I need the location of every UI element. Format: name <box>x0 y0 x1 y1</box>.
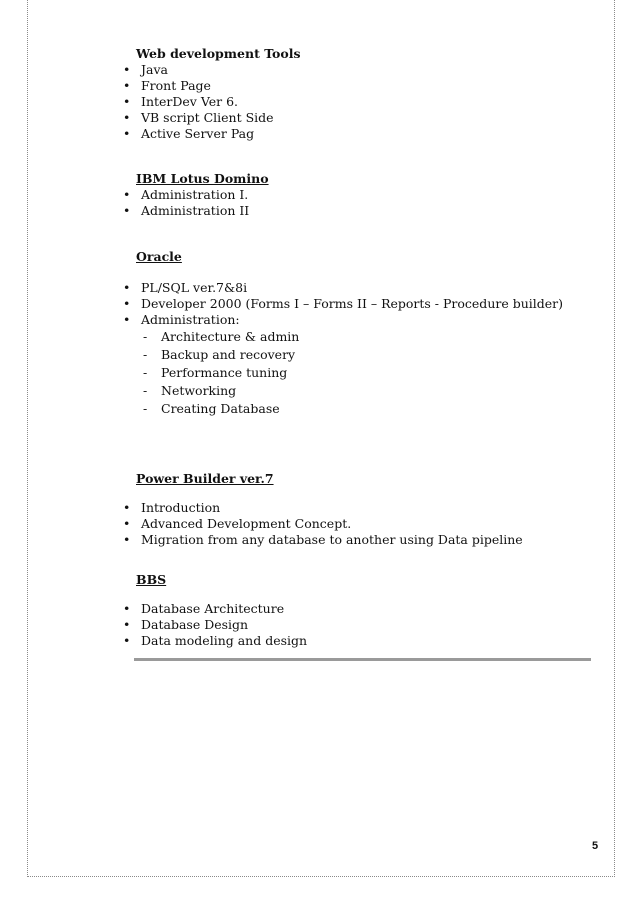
list-item: • Data modeling and design <box>123 633 596 649</box>
list-item: • Administration: <box>123 312 596 328</box>
sub-list-item: - Performance tuning <box>123 364 596 382</box>
bullet-list <box>123 187 596 219</box>
list-item: • Database Design <box>123 617 596 633</box>
bullet-list <box>123 601 596 649</box>
list-item: • PL/SQL ver.7&8i <box>123 280 596 296</box>
list-item: • VB script Client Side <box>123 110 596 126</box>
list-item: • Migration from any database to another using Data pipeline <box>123 532 596 548</box>
section-oracle <box>136 249 596 418</box>
list-item: • Database Architecture <box>123 601 596 617</box>
list-item: • Introduction <box>123 500 596 516</box>
list-item: • InterDev Ver 6. <box>123 94 596 110</box>
list-item: • Advanced Development Concept. <box>123 516 596 532</box>
list-item: • Administration I. <box>123 187 596 203</box>
sub-list-item: - Architecture & admin <box>123 328 596 346</box>
section-bbs <box>136 572 596 649</box>
bullet-list <box>123 500 596 548</box>
list-item: • Active Server Pag <box>123 126 596 142</box>
list-item: • Front Page <box>123 78 596 94</box>
sub-list <box>123 328 596 418</box>
section-heading: Power Builder ver.7 <box>136 471 274 486</box>
section-heading: BBS <box>136 572 167 587</box>
section-heading: Web development Tools <box>136 46 301 61</box>
sub-list-item: - Creating Database <box>123 400 596 418</box>
bullet-list <box>123 280 596 328</box>
list-item: • Developer 2000 (Forms I – Forms II – Reports - Procedure builder) <box>123 296 596 312</box>
sub-list-item: - Backup and recovery <box>123 346 596 364</box>
section-web-development-tools <box>136 46 596 142</box>
list-item: • Administration II <box>123 203 596 219</box>
section-ibm-lotus-domino <box>136 171 596 219</box>
sub-list-item: - Networking <box>123 382 596 400</box>
section-power-builder <box>136 471 596 548</box>
horizontal-rule <box>134 658 591 661</box>
bullet-list <box>123 62 596 142</box>
section-heading: IBM Lotus Domino <box>136 171 269 186</box>
section-heading: Oracle <box>136 249 182 264</box>
list-item: • Java <box>123 62 596 78</box>
page-number: 5 <box>592 840 599 852</box>
